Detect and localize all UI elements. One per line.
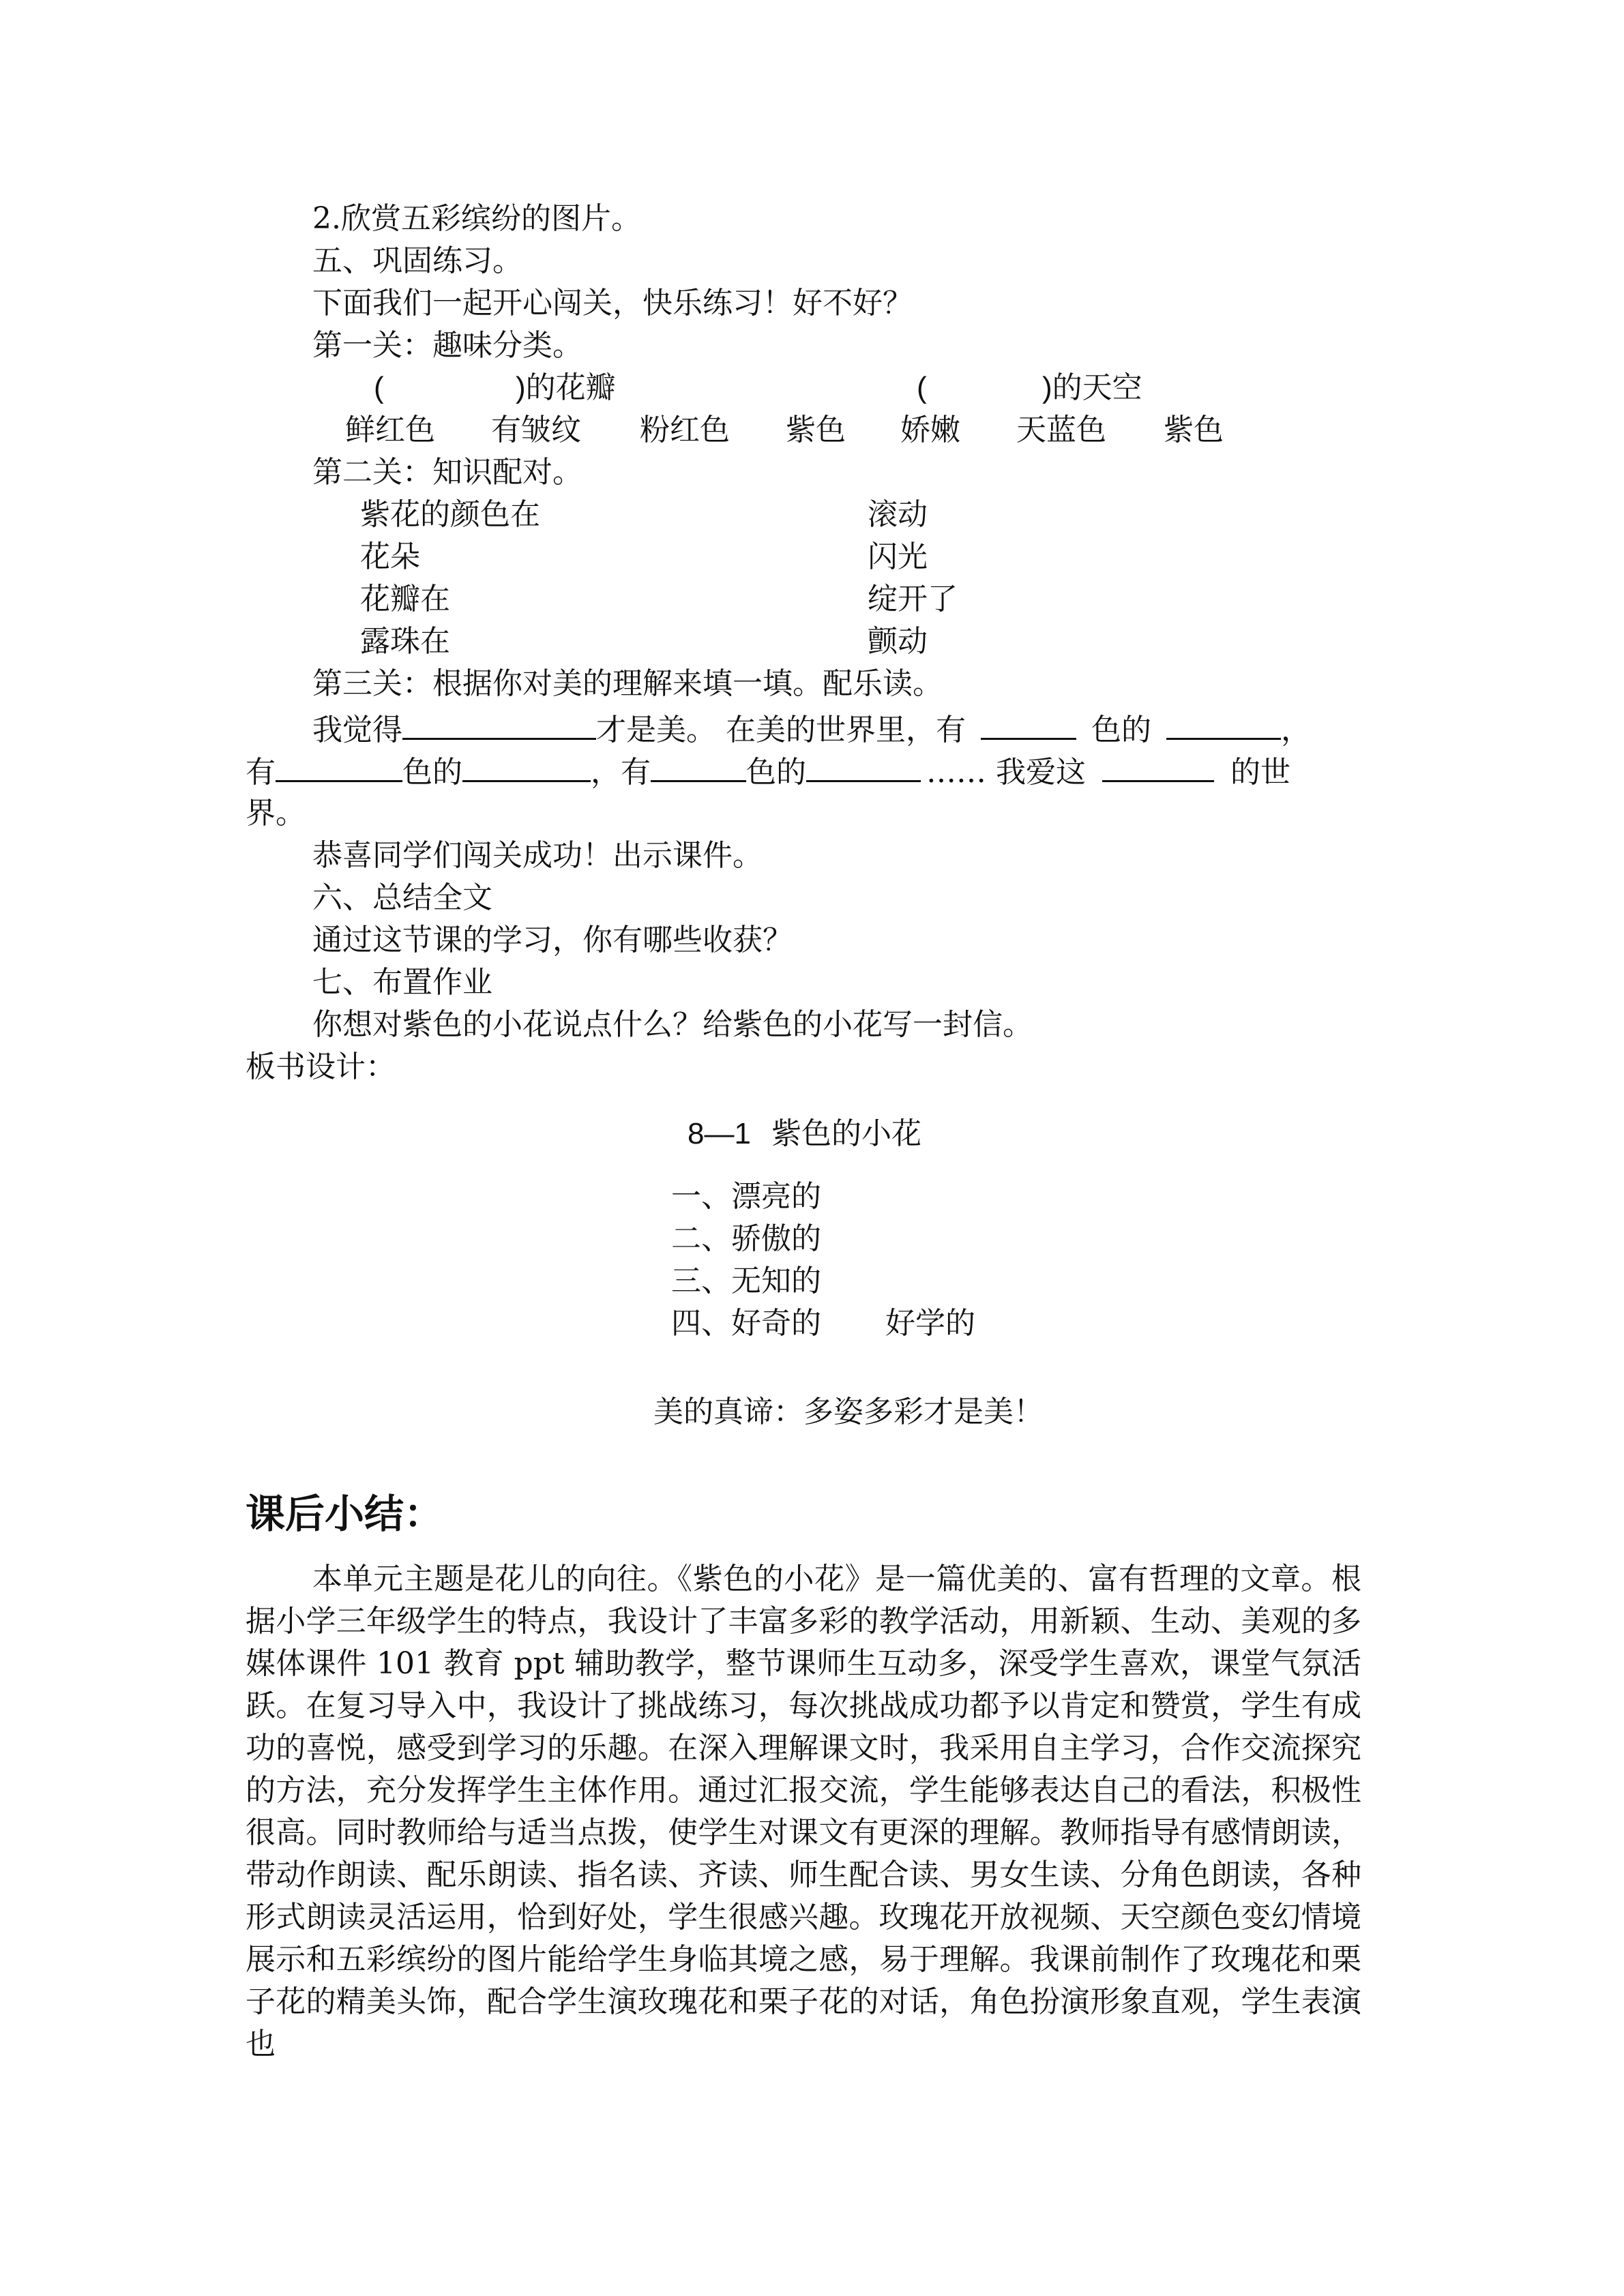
word-item: 娇嫩 <box>900 413 960 447</box>
section-five-heading: 五、巩固练习。 <box>312 243 522 278</box>
fill-blank[interactable] <box>276 750 402 782</box>
level-three-heading: 第三关：根据你对美的理解来填一填。配乐读。 <box>312 666 943 701</box>
word-item: 粉红色 <box>640 413 730 447</box>
congratulations-text: 恭喜同学们闯关成功！出示课件。 <box>312 838 763 873</box>
section-six-heading: 六、总结全文 <box>312 880 492 915</box>
word-item: 紫色 <box>786 413 846 447</box>
board-item: 四、好奇的 <box>671 1306 821 1341</box>
board-item: 二、骄傲的 <box>671 1221 821 1256</box>
word-item: 紫色 <box>1164 413 1224 447</box>
category-right-open: ( <box>917 371 927 404</box>
category-left-label: )的花瓣 <box>516 370 616 405</box>
match-left-item: 紫花的颜色在 <box>360 497 540 532</box>
fill-in-line-2: 有 色的 ，有 色的 …… 我爱这 的世 <box>246 750 1290 794</box>
board-design-label: 板书设计： <box>246 1049 396 1084</box>
match-left-item: 花瓣在 <box>360 582 450 616</box>
fill-blank[interactable] <box>806 750 921 782</box>
word-item: 有皱纹 <box>491 413 581 447</box>
board-item: 一、漂亮的 <box>671 1179 821 1214</box>
board-item-extra: 好学的 <box>885 1306 975 1341</box>
word-item: 天蓝色 <box>1016 413 1106 447</box>
board-item: 三、无知的 <box>671 1264 821 1298</box>
fill-blank[interactable] <box>651 750 746 782</box>
level-two-heading: 第二关：知识配对。 <box>312 455 582 490</box>
match-right-item: 颤动 <box>868 624 928 659</box>
section-seven-heading: 七、布置作业 <box>312 965 492 1000</box>
match-left-item: 花朵 <box>360 539 420 574</box>
step-appreciate-pictures: 2.欣赏五彩缤纷的图片。 <box>312 201 641 236</box>
level-one-heading: 第一关：趣味分类。 <box>312 328 582 363</box>
board-truth: 美的真谛：多姿多彩才是美！ <box>653 1395 1044 1429</box>
board-title: 8—1 紫色的小花 <box>688 1116 921 1151</box>
match-right-item: 滚动 <box>868 497 928 532</box>
summary-paragraph: 本单元主题是花儿的向往。《紫色的小花》是一篇优美的、富有哲理的文章。根据小学三年级学生的特点，我设计了丰富多彩的教学活动，用新颖、生动、美观的多媒体课件 101 教育 ppt 辅助教学，整节课师生互动多，深受学生喜欢，课堂气氛活跃。在复习导入中，我设计了挑战练习，每次挑战成功都予以肯定和赞赏，学生有成功的喜悦，感受到学习的乐趣。在深入理解课文时，我采用自主学习，合作交流探究的方法，充分发挥学生主体作用。通过汇报交流，学生能够表达自己的看法，积极性很高。同时教师给与适当点拨，使学生对课文有更深的理解。教师指导有感情朗读，带动作朗读、配乐朗读、指名读、齐读、师生配合读、男女生读、分角色朗读，各种形式朗读灵活运用，恰到好处，学生很感兴趣。玫瑰花开放视频、天空颜色变幻情境展示和五彩缤纷的图片能给学生身临其境之感，易于理解。我课前制作了玫瑰花和栗子花的精美头饰，配合学生演玫瑰花和栗子花的对话，角色扮演形象直观，学生表演也 <box>246 1562 1361 2061</box>
fill-blank[interactable] <box>402 708 596 740</box>
match-left-item: 露珠在 <box>360 624 450 659</box>
summary-question: 通过这节课的学习，你有哪些收获？ <box>312 923 793 957</box>
match-right-item: 闪光 <box>868 539 928 574</box>
fill-blank[interactable] <box>981 708 1076 740</box>
fill-blank[interactable] <box>1166 708 1281 740</box>
fill-in-line-1: 我觉得 才是美。 在美的世界里，有 色的 ， <box>312 708 1311 751</box>
category-right-label: )的天空 <box>1042 370 1142 405</box>
homework-text: 你想对紫色的小花说点什么？给紫色的小花写一封信。 <box>312 1007 1033 1042</box>
fill-blank[interactable] <box>462 750 591 782</box>
category-left-open: ( <box>374 371 384 404</box>
practice-intro: 下面我们一起开心闯关，快乐练习！好不好？ <box>312 286 913 320</box>
fill-in-line-3: 界。 <box>246 796 306 831</box>
summary-heading: 课后小结： <box>246 1491 444 1537</box>
fill-blank[interactable] <box>1102 750 1214 782</box>
word-item: 鲜红色 <box>345 413 435 447</box>
match-right-item: 绽开了 <box>868 582 958 616</box>
